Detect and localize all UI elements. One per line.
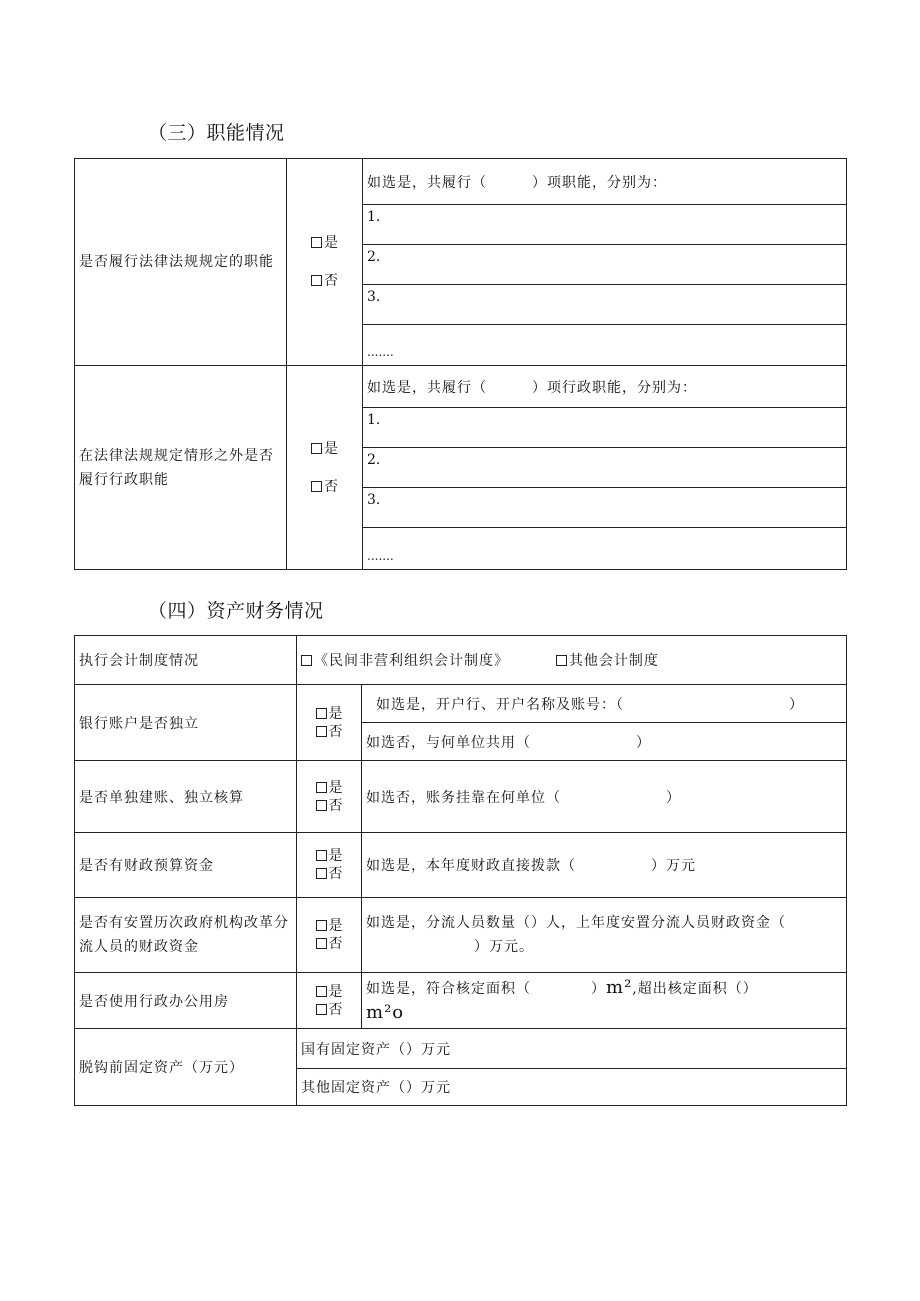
accounting-option-other[interactable]: 其他会计制度	[556, 653, 659, 669]
reform-prompt-line2: ）万元。	[474, 939, 534, 955]
assets-table	[74, 635, 847, 1106]
legal-function-item-2[interactable]: 2.	[363, 245, 847, 285]
no-checkbox[interactable]	[316, 868, 327, 879]
no-option[interactable]: 否	[301, 797, 357, 815]
section-3-heading: （三）职能情况	[148, 122, 285, 144]
no-checkbox[interactable]	[316, 800, 327, 811]
yes-option[interactable]: 是	[301, 983, 357, 1001]
no-option[interactable]: 否	[301, 1001, 357, 1019]
reform-label: 是否有安置历次政府机构改革分流人员的财政资金	[75, 898, 297, 973]
reform-prompt	[362, 898, 847, 973]
legal-function-item-3[interactable]: 3.	[363, 285, 847, 325]
yes-checkbox[interactable]	[316, 782, 327, 793]
reform-prompt-line1: 如选是，分流人员数量（）人，上年度安置分流人员财政资金（	[366, 915, 786, 931]
budget-label: 是否有财政预算资金	[75, 833, 297, 898]
area-unit-end: m²o	[366, 1001, 405, 1023]
bank-label: 银行账户是否独立	[75, 685, 297, 761]
admin-functions-prompt: 如选是，共履行（ ）项行政职能，分别为：	[363, 366, 847, 408]
admin-function-item-3[interactable]: 3.	[363, 488, 847, 528]
no-option[interactable]: 否	[291, 262, 358, 300]
legal-functions-label: 是否履行法律法规规定的职能	[75, 159, 287, 366]
office-prompt-b: ,超出核定面积（）	[632, 980, 758, 997]
office-prompt	[362, 973, 847, 1029]
books-choice	[297, 761, 362, 833]
yes-checkbox[interactable]	[316, 986, 327, 997]
no-checkbox[interactable]	[316, 1004, 327, 1015]
no-option[interactable]: 否	[291, 468, 358, 506]
legal-functions-choice	[287, 159, 363, 366]
legal-function-item-more: .......	[363, 325, 847, 366]
legal-function-item-1[interactable]: 1.	[363, 205, 847, 245]
yes-option[interactable]: 是	[301, 917, 357, 935]
assets-label: 脱钩前固定资产（万元）	[75, 1029, 297, 1106]
yes-option[interactable]: 是	[291, 224, 358, 262]
yes-option[interactable]: 是	[301, 779, 357, 797]
admin-functions-label: 在法律法规规定情形之外是否履行行政职能	[75, 366, 287, 570]
reform-choice	[297, 898, 362, 973]
bank-yes-prompt: 如选是，开户行、开户名称及账号：（ ）	[362, 685, 847, 723]
admin-function-item-more: .......	[363, 528, 847, 570]
yes-checkbox[interactable]	[311, 237, 322, 248]
bank-choice	[297, 685, 362, 761]
no-checkbox[interactable]	[316, 726, 327, 737]
no-checkbox[interactable]	[316, 938, 327, 949]
bank-no-prompt: 如选否，与何单位共用（ ）	[362, 723, 847, 761]
functions-table	[74, 158, 847, 570]
accounting-label: 执行会计制度情况	[75, 636, 297, 685]
other-checkbox[interactable]	[556, 655, 567, 666]
no-option[interactable]: 否	[301, 865, 357, 883]
legal-functions-prompt: 如选是，共履行（ ）项职能，分别为：	[363, 159, 847, 205]
yes-checkbox[interactable]	[316, 920, 327, 931]
office-prompt-a: 如选是，符合核定面积（ ）	[366, 980, 606, 997]
npo-checkbox[interactable]	[301, 655, 312, 666]
no-option[interactable]: 否	[301, 935, 357, 953]
other-assets[interactable]: 其他固定资产（）万元	[297, 1069, 847, 1106]
section-4-heading: （四）资产财务情况	[148, 600, 324, 622]
yes-checkbox[interactable]	[316, 708, 327, 719]
yes-checkbox[interactable]	[316, 850, 327, 861]
admin-functions-choice	[287, 366, 363, 570]
area-unit: m²	[606, 976, 633, 998]
no-option[interactable]: 否	[301, 723, 357, 741]
office-label: 是否使用行政办公用房	[75, 973, 297, 1029]
state-assets[interactable]: 国有固定资产（）万元	[297, 1029, 847, 1069]
office-choice	[297, 973, 362, 1029]
yes-option[interactable]: 是	[291, 430, 358, 468]
budget-choice	[297, 833, 362, 898]
yes-checkbox[interactable]	[311, 443, 322, 454]
no-checkbox[interactable]	[311, 481, 322, 492]
budget-prompt: 如选是，本年度财政直接拨款（ ）万元	[362, 833, 847, 898]
yes-option[interactable]: 是	[301, 705, 357, 723]
books-prompt: 如选否，账务挂靠在何单位（ ）	[362, 761, 847, 833]
admin-function-item-1[interactable]: 1.	[363, 408, 847, 448]
accounting-options	[297, 636, 847, 685]
no-checkbox[interactable]	[311, 275, 322, 286]
yes-option[interactable]: 是	[301, 847, 357, 865]
admin-function-item-2[interactable]: 2.	[363, 448, 847, 488]
accounting-option-npo[interactable]: 《民间非营利组织会计制度》	[301, 653, 509, 669]
books-label: 是否单独建账、独立核算	[75, 761, 297, 833]
